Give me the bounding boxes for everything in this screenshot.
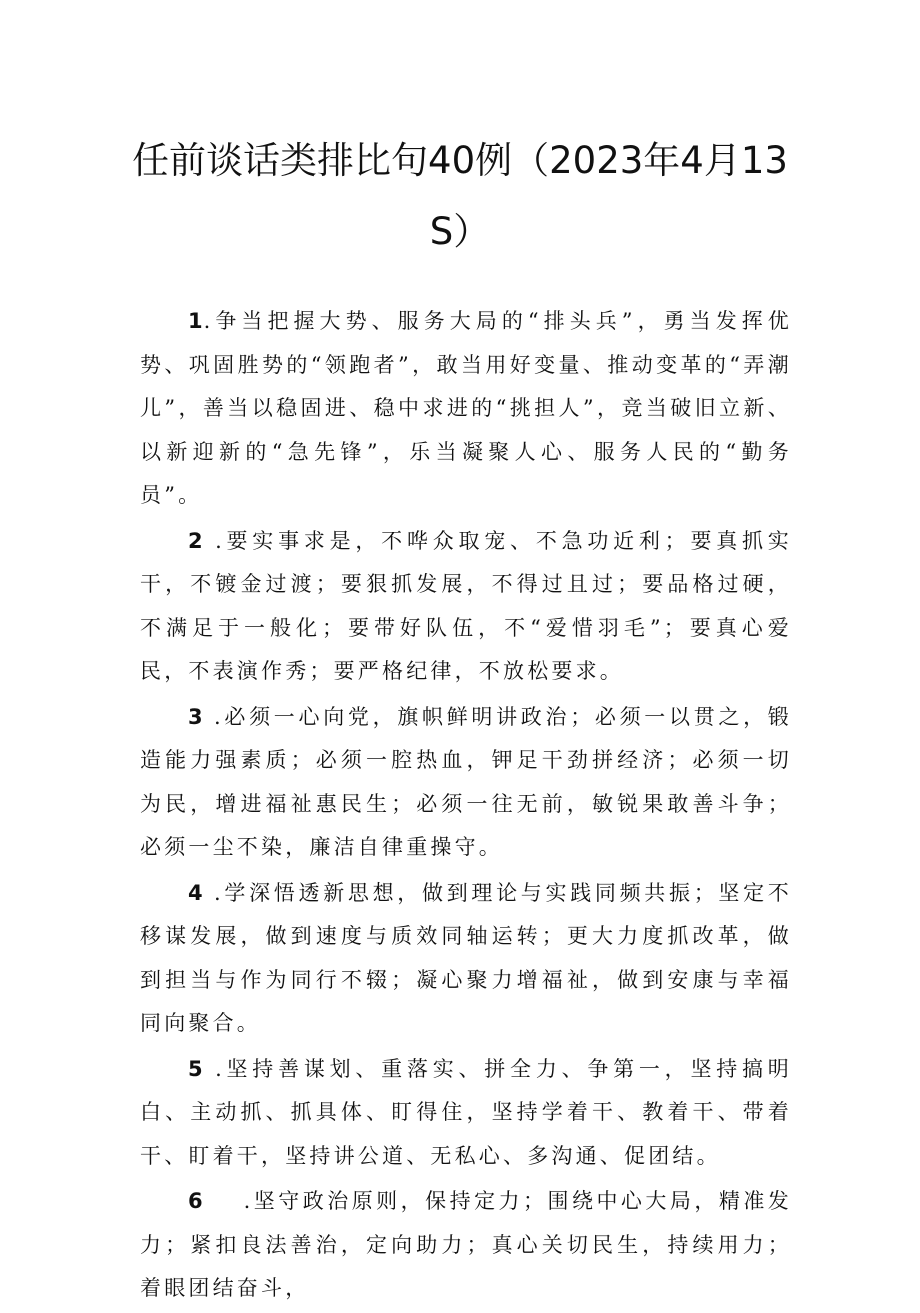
- paragraph-5: [140, 1048, 792, 1179]
- paragraph-text: 坚守政治原则，保持定力；围绕中心大局，精准发力；紧扣良法善治，定向助力；真心关切民生，持续用力；着眼团结奋斗，: [140, 1189, 792, 1300]
- paragraph-text: 学深悟透新思想，做到理论与实践同频共振；坚定不移谋发展，做到速度与质效同轴运转；更大力度抓改革，做到担当与作为同行不辍；凝心聚力增福祉，做到安康与幸福同向聚合。: [140, 880, 792, 1035]
- paragraph-text: 要实事求是，不哗众取宠、不急功近利；要真抓实干，不镀金过渡；要狠抓发展，不得过且过；要品格过硬，不满足于一般化；要带好队伍，不“爱惜羽毛”；要真心爱民，不表演作秀；要严格纪律，不放松要求。: [140, 528, 792, 683]
- paragraph-4: [140, 872, 792, 1046]
- paragraph-text: 必须一心向党，旗帜鲜明讲政治；必须一以贯之，锻造能力强素质；必须一腔热血，钾足干劲拼经济；必须一切为民，增进福祉惠民生；必须一往无前，敏锐果敢善斗争；必须一尘不染，廉洁自律重操守。: [140, 704, 792, 859]
- document-title-line-2: S）: [429, 210, 491, 253]
- paragraph-1: [140, 300, 792, 518]
- paragraph-number: 4: [188, 880, 204, 905]
- paragraph-6: [140, 1180, 792, 1311]
- paragraph-3: [140, 696, 792, 870]
- paragraph-separator: .: [203, 880, 224, 905]
- paragraph-number: 2: [188, 528, 204, 553]
- paragraph-2: [140, 520, 792, 694]
- paragraph-separator: .: [203, 704, 224, 729]
- paragraph-number: 5: [188, 1056, 204, 1081]
- paragraph-separator: .: [243, 1189, 254, 1213]
- paragraph-number: 1: [188, 309, 204, 333]
- paragraph-text: 争当把握大势、服务大局的“排头兵”，勇当发挥优势、巩固胜势的“领跑者”，敢当用好变量、推动变革的“弄潮儿”，善当以稳固进、稳中求进的“挑担人”，竞当破旧立新、以新迎新的“急先锋”，乐当凝聚人心、服务人民的“勤务员”。: [140, 309, 792, 507]
- document-body: [140, 300, 792, 1313]
- paragraph-number: 3: [188, 704, 204, 729]
- paragraph-separator: .: [203, 309, 214, 333]
- paragraph-number: 6: [188, 1189, 204, 1213]
- document-title-line-1: 任前谈话类排比句40例（2023年4月13: [132, 139, 788, 182]
- paragraph-text: 坚持善谋划、重落实、拼全力、争第一，坚持搞明白、主动抓、抓具体、盯得住，坚持学着干、教着干、带着干、盯着干，坚持讲公道、无私心、多沟通、促团结。: [140, 1056, 792, 1168]
- paragraph-separator: .: [203, 1056, 225, 1081]
- paragraph-separator: .: [203, 528, 225, 553]
